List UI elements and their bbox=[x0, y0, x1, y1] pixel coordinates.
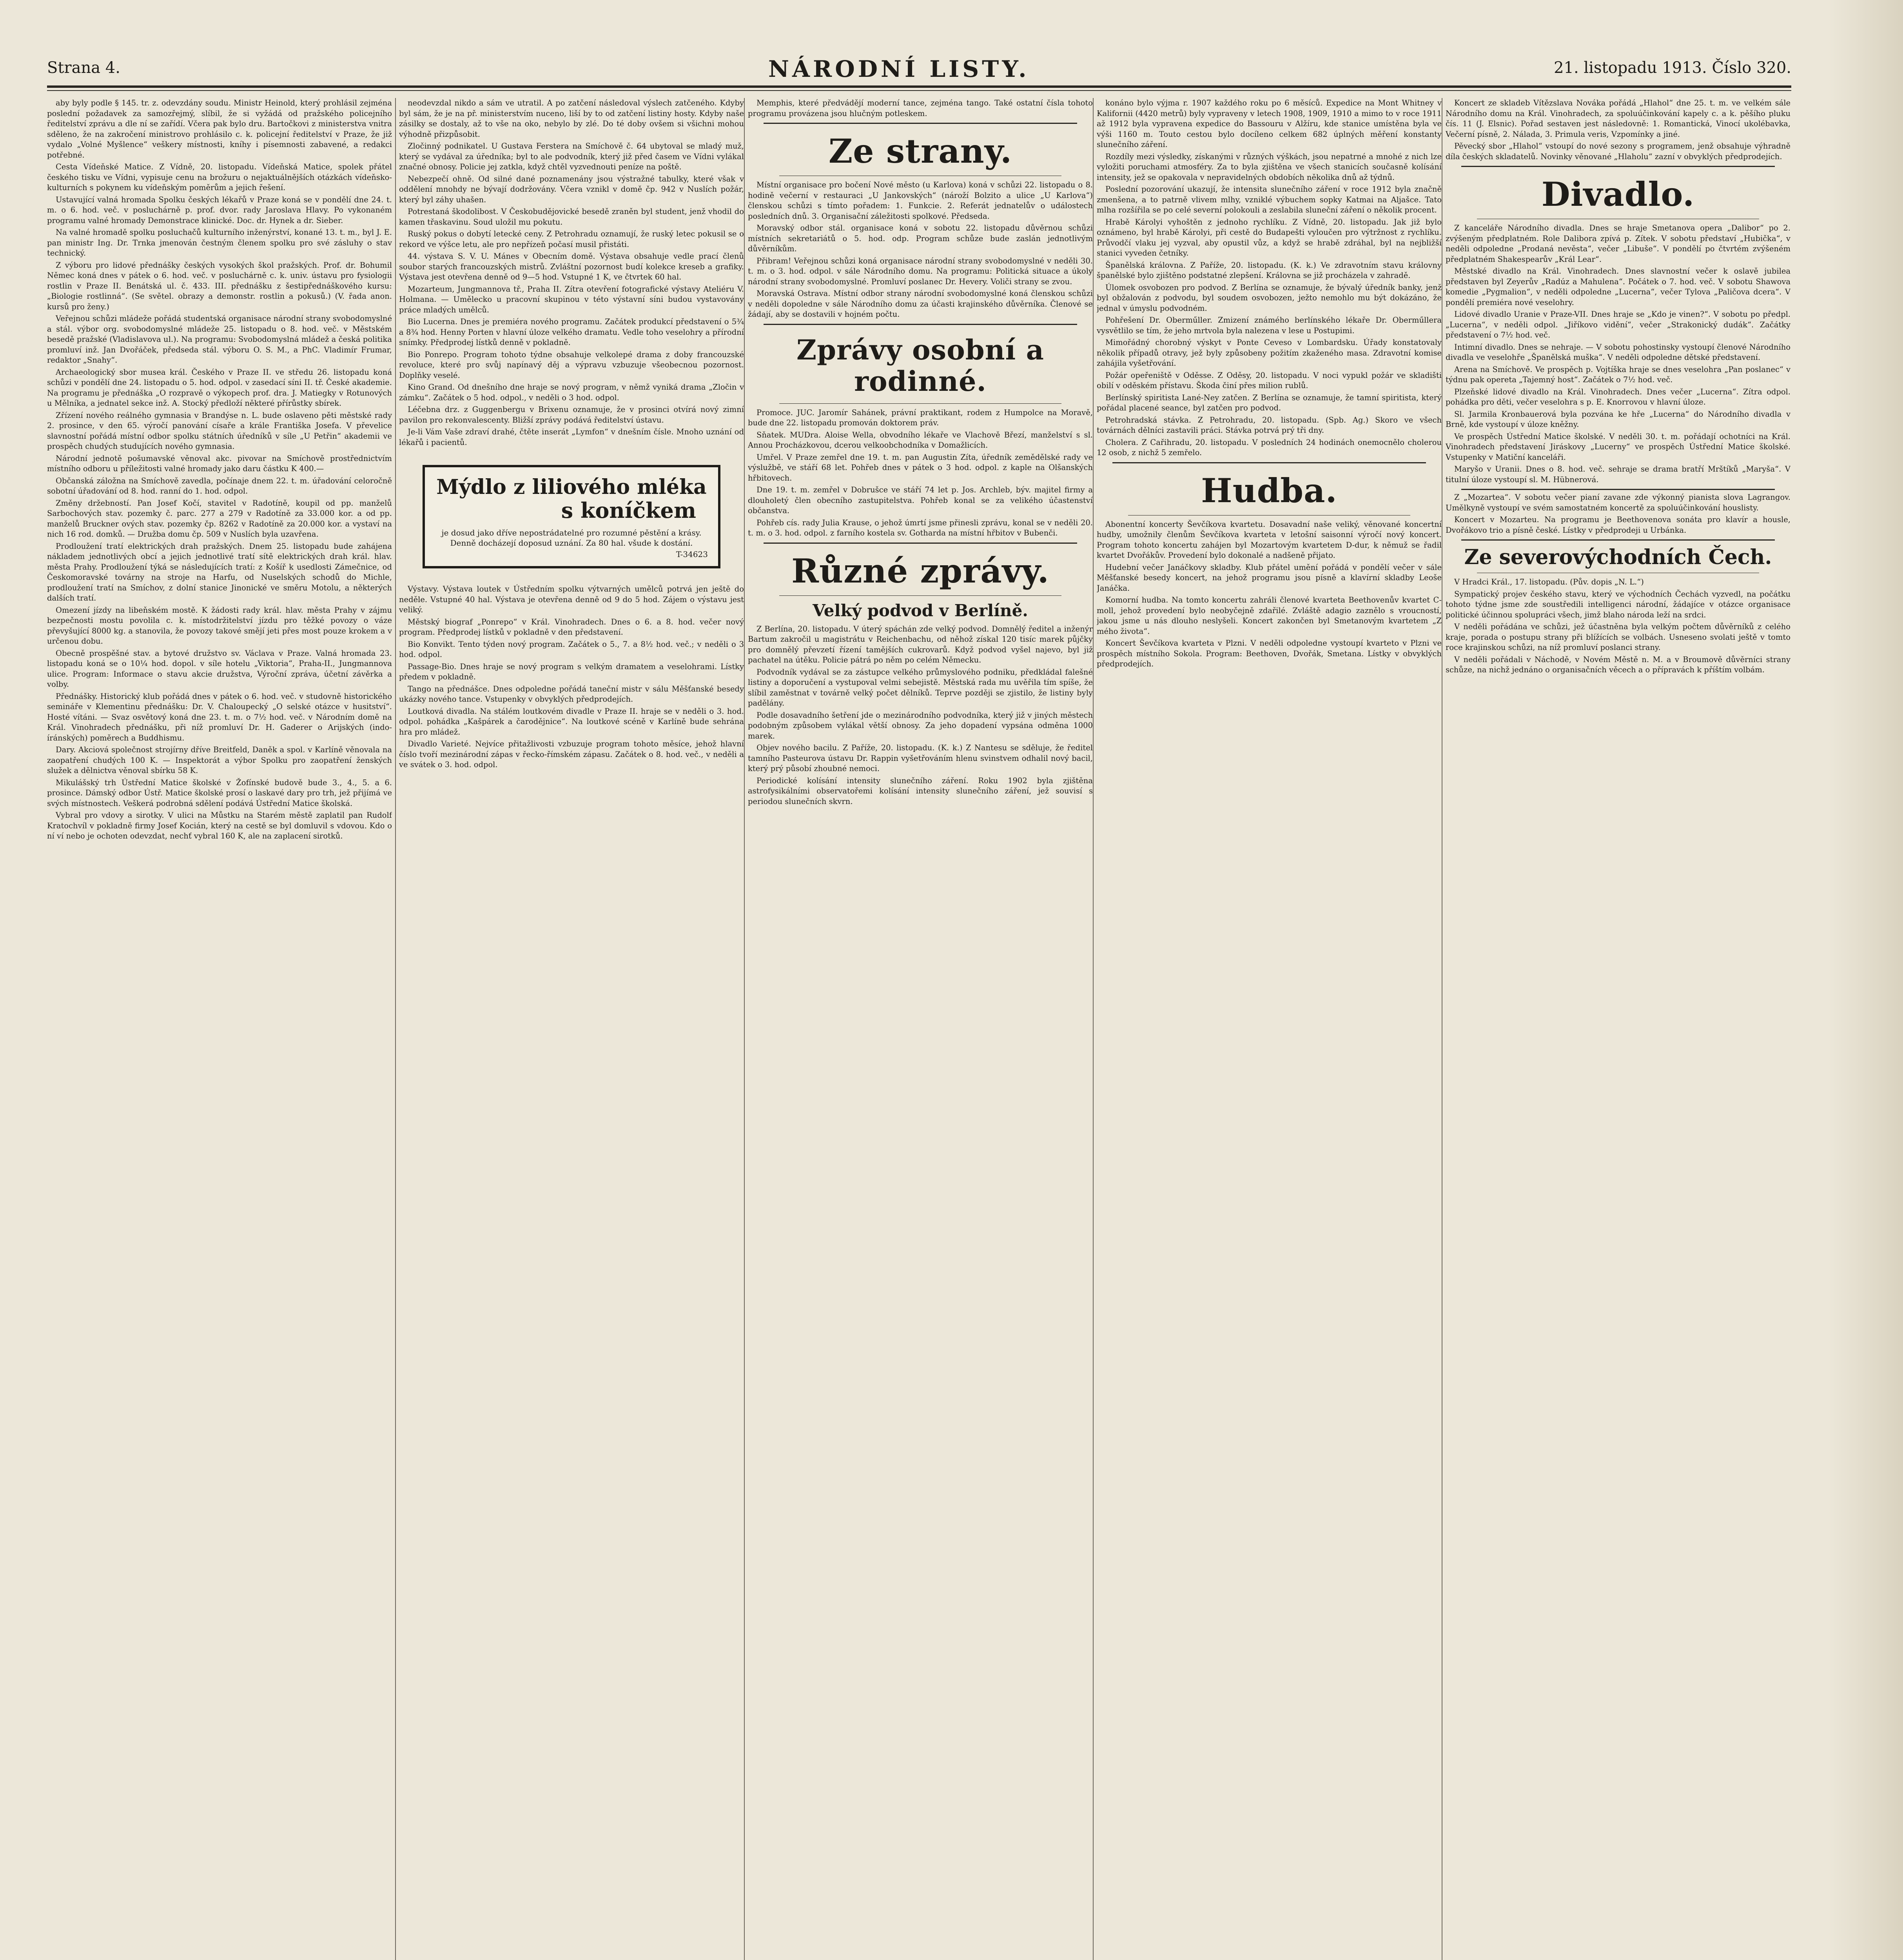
article-paragraph: Maryšo v Uranii. Dnes o 8. hod. več. sehraje se drama bratří Mrštíků „Maryša“. V titulní úloze vystoupí sl. M. Hübnerová. bbox=[1446, 465, 1791, 484]
article-paragraph: Přibram! Veřejnou schůzi koná organisace národní strany svobodomyslné v neděli 30. t. m. o 3. hod. odpol. v sále Národního domu. Na programu: Politická situace a úkoly národní strany svobodomyslné. Promluví poslanec Dr. Hevery. Voliči strany se zvou. bbox=[748, 256, 1093, 286]
article-paragraph: Hudební večer Janáčkovy skladby. Klub přátel umění pořádá v pondělí večer v sále Měšťanské besedy koncert, na jehož programu jsou písně a klavírní skladby Leoše Janáčka. bbox=[1097, 563, 1442, 593]
column-3-text-top bbox=[748, 98, 1093, 120]
masthead bbox=[47, 56, 1791, 82]
article-paragraph: Výstavy. Výstava loutek v Ústředním spolku výtvarných umělců potrvá jen ještě do neděle. Vstupné 40 hal. Výstava je otevřena denně od 9 do 5 hod. Zájem o výstavu jest veliký. bbox=[399, 584, 744, 614]
advertisement-subtitle: s koníčkem bbox=[561, 498, 696, 523]
column-1-text bbox=[47, 98, 392, 843]
column-2 bbox=[399, 98, 744, 1960]
section-severovychod bbox=[1446, 577, 1791, 677]
article-paragraph: Sňatek. MUDra. Aloise Wella, obvodního lékaře ve Vlachově Březí, manželství s sl. Annou Procházkovou, dcerou velkoobchodníka v Domažlicích. bbox=[748, 430, 1093, 450]
article-paragraph: Je-li Vám Vaše zdraví drahé, čtěte inserát „Lymfon“ v dnešním čísle. Mnoho uznání od lékařů i pacientů. bbox=[399, 427, 744, 447]
article-paragraph: Vybral pro vdovy a sirotky. V ulici na Můstku na Starém městě zaplatil pan Rudolf Kratochvíl v pokladně firmy Josef Kocián, který na cestě se byl domluvil s vdovou. Kdo o ní ví nebo je ochoten odevzdat, nechť vybral 160 K, ale na zaplacení sirotků. bbox=[47, 811, 392, 840]
article-paragraph: Objev nového bacilu. Z Paříže, 20. listopadu. (K. k.) Z Nantesu se sděluje, že ředitel tamního Pasteurova ústavu Dr. Rappin vyšetřováním hlenu svinstvem odhalil nový bacil, který prý působí zhoubné nemoci. bbox=[748, 743, 1093, 773]
article-paragraph: V neděli pořádali v Náchodě, v Novém Městě n. M. a v Broumově důvěrníci strany schůze, na nichž jednáno o organisačních věcech a o přípravách k příštím volbám. bbox=[1446, 655, 1791, 674]
article-paragraph: Občanská záložna na Smíchově zavedla, počínaje dnem 22. t. m. úřadování celoročně sobotní úřadování od 8. hod. ranní do 1. hod. odpol. bbox=[47, 476, 392, 495]
article-paragraph: Berlínský spiritista Lané-Ney zatčen. Z Berlína se oznamuje, že tamní spiritista, který pořádal placené seance, byl zatčen pro podvod. bbox=[1097, 393, 1442, 412]
article-paragraph: Moravský odbor stál. organisace koná v sobotu 22. listopadu důvěrnou schůzi místních sekretariátů o 5. hod. odp. Program schůze bude zaslán jednotlivým důvěrníkům. bbox=[748, 223, 1093, 253]
article-paragraph: Kino Grand. Od dnešního dne hraje se nový program, v němž vyniká drama „Zločin v zámku“. Začátek o 5 hod. odpol., v neděli o 3 hod. odpol. bbox=[399, 383, 744, 402]
article-paragraph: Obecně prospěšné stav. a bytové družstvo sv. Václava v Praze. Valná hromada 23. listopadu koná se o 10¼ hod. dopol. v síle hotelu „Viktoria“, Praha-II., Jungmannova ulice. Program: Informace o stavu akcie družstva, Výroční zpráva, účetní závěrka a volby. bbox=[47, 648, 392, 689]
article-paragraph: Bio Konvikt. Tento týden nový program. Začátek o 5., 7. a 8½ hod. več.; v neděli o 3 hod. odpol. bbox=[399, 639, 744, 659]
article-paragraph: Změny držebností. Pan Josef Kočí, stavitel v Radotíně, koupil od pp. manželů Sarbochových stav. pozemky č. parc. 277 a 279 v Radotíně za 33.000 kor. a od pp. manželů Bruckner ových stav. pozemky čp. 8262 v Radotíně za 20.000 kor. a vystaví na nich 16 rod. domků. — Družba domu čp. 509 v Nuslích byla uzavřena. bbox=[47, 498, 392, 539]
column-2-text-top bbox=[399, 98, 744, 449]
advertisement-body: je dosud jako dříve nepostrádatelné pro rozumné pěstění a krásy. Denně docházejí doposud uznání. Za 80 hal. všude k dostání. bbox=[441, 528, 702, 548]
column-3 bbox=[748, 98, 1093, 1960]
article-paragraph: Ustavující valná hromada Spolku českých lékařů v Praze koná se v pondělí dne 24. t. m. o 6. hod. več. v posluchárně p. prof. dvor. rady Jaroslava Hlavy. Po vykonaném programu valné hromady Demonstrace klinické. Doc. dr. Hynek a dr. Sieber. bbox=[47, 195, 392, 225]
article-paragraph: Sl. Jarmila Kronbauerová byla pozvána ke hře „Lucerna“ do Národního divadla v Brně, kde vystoupí v úloze kněžny. bbox=[1446, 409, 1791, 429]
article-paragraph: Městský biograf „Ponrepo“ v Král. Vinohradech. Dnes o 6. a 8. hod. večer nový program. Předprodej lístků v pokladně v den představení. bbox=[399, 617, 744, 637]
article-paragraph: Loutková divadla. Na stálém loutkovém divadle v Praze II. hraje se v neděli o 3. hod. odpol. pohádka „Kašpárek a čarodějnice“. Na loutkové scéně v Karlíně bude sehrána hra pro mládež. bbox=[399, 706, 744, 737]
column-divider bbox=[1093, 98, 1094, 1960]
soap-advertisement bbox=[423, 465, 720, 568]
article-paragraph: Umřel. V Praze zemřel dne 19. t. m. pan Augustin Zíta, úředník zemědělské rady ve výslužbě, ve stáří 68 let. Pohřeb dnes v pátek o 3 hod. odpol. z kaple na Olšanských hřbitovech. bbox=[748, 452, 1093, 483]
headline-divadlo: Divadlo. bbox=[1541, 175, 1695, 214]
section-ze-strany bbox=[748, 180, 1093, 321]
article-paragraph: Národní jednotě pošumavské věnoval akc. pivovar na Smíchově prostřednictvím místního odboru u příležitosti valné hromady jako daru částku K 400.— bbox=[47, 454, 392, 473]
section-rule bbox=[764, 324, 1077, 325]
subheadline-velky-podvod: Velký podvod v Berlíně. bbox=[813, 601, 1028, 620]
article-paragraph: Abonentní koncerty Ševčíkova kvartetu. Dosavadní naše veliký, věnované koncertní hudby, umožnily členům Ševčíkova kvarteta v letošní saisonní výročí nový koncert. Program tohoto koncertu zahájen byl Mozartovým kvartetem D-dur, k němuž se řadil kvartet Dvořákův. Provedení bylo dokonalé a nadšeně přijato. bbox=[1097, 519, 1442, 560]
section-hudba bbox=[1097, 519, 1442, 671]
advertisement-code: T-34623 bbox=[676, 550, 708, 559]
article-paragraph: Ve prospěch Ústřední Matice školské. V neděli 30. t. m. pořádají ochotníci na Král. Vinohradech představení Jiráskovy „Lucerny“ ve prospěch Ústřední Matice školské. Vstupenky v Matiční kanceláři. bbox=[1446, 432, 1791, 462]
article-paragraph: Mikulášský trh Ústřední Matice školské v Žofínské budově bude 3., 4., 5. a 6. prosince. Dámský odbor Ústř. Matice školské prosí o laskavé dary pro trh, jež přijímá ve svých místnostech. Veškerá podrobná sdělení podává Ústřední Matice školská. bbox=[47, 778, 392, 808]
article-paragraph: Dary. Akciová společnost strojírny dříve Breitfeld, Daněk a spol. v Karlíně věnovala na zaopatření chudých 100 K. — Inspektorát a výbor Spolku pro zaopatření ženských služek a dělnictva věnoval sbírku 58 K. bbox=[47, 745, 392, 775]
section-zpravy-osobni bbox=[748, 408, 1093, 540]
article-paragraph: Úlomek osvobozen pro podvod. Z Berlína se oznamuje, že bývalý úředník banky, jenž byl obžalován z podvodu, byl soudem osvobozen, ježto nemohlo mu být dokázáno, že jednal v úmyslu podvodném. bbox=[1097, 283, 1442, 313]
article-paragraph: konáno bylo výjma r. 1907 každého roku po 6 měsíců. Expedice na Mont Whitney v Kalifornii (4420 metrů) byly vypraveny v letech 1908, 1909, 1910 a mimo to v roce 1911 až 1912 byla vypravena expedice do Bassouru v Alžíru, kde stanice umístěna byla ve výši 1160 m. Touto cestou bylo docíleno celkem 682 úplných měření konstanty slunečního záření. bbox=[1097, 98, 1442, 149]
article-paragraph: Archaeologický sbor musea král. Českého v Praze II. ve středu 26. listopadu koná schůzi v pondělí dne 24. listopadu o 5. hod. odpol. v zasedací síni II. tř. České akademie. Na programu je přednáška „O rozpravě o výkopech prof. dra. J. Matiegky v Rotunových u Mělníka, a jednatel sekce inž. A. Stocký předloží některé přírůstky sbírek. bbox=[47, 367, 392, 408]
column-divider bbox=[744, 98, 745, 1960]
article-paragraph: Zřízení nového reálného gymnasia v Brandýse n. L. bude oslaveno pěti městské rady 2. prosince, v den 65. výročí panování císaře a krále Františka Josefa. V převelice slavnostní pořádá místní odbor spolku státních úředníků v síle „U Petřin“ akademii ve prospěch chudých studujících nového gymnasia. bbox=[47, 410, 392, 451]
section-ruzne-zpravy bbox=[748, 624, 1093, 809]
newspaper-title: NÁRODNÍ LISTY. bbox=[768, 56, 1030, 82]
article-paragraph: V neděli pořádána ve schůzi, jež účastněna byla velkým počtem důvěrníků z celého kraje, porada o postupu strany při blížících se volbách. Usneseno svolati ještě v tomto roce krajinskou schůzi, na níž promluví poslanci strany. bbox=[1446, 622, 1791, 652]
article-paragraph: Pohřeb cís. rady Julia Krause, o jehož úmrtí jsme přinesli zprávu, konal se v neděli 20. t. m. o 3. hod. odpol. z farního kostela sv. Gotharda na místní hřbitov v Bubenči. bbox=[748, 518, 1093, 537]
article-paragraph: Mozarteum, Jungmannova tř., Praha II. Zítra otevření fotografické výstavy Ateliéru V. Holmana. — Umělecko u pracovní skupinou v této výstavní síni budou vystavovány práce mladých umělců. bbox=[399, 284, 744, 314]
article-paragraph: Zločinný podnikatel. U Gustava Ferstera na Smíchově č. 64 ubytoval se mladý muž, který se vydával za úředníka; byl to ale podvodník, který již před časem ve Vídni vylákal značné obnosy. Policie jej zatkla, když chtěl vyzvednouti peníze na poště. bbox=[399, 142, 744, 171]
column-4-text bbox=[1097, 98, 1442, 460]
article-paragraph: Přednášky. Historický klub pořádá dnes v pátek o 6. hod. več. v studovně historického semináře v Klementinu přednášku: Dr. V. Chaloupecký „O selské otázce v husitství“. Hosté vítáni. — Svaz osvětový koná dne 23. t. m. o 7½ hod. več. v Národním domě na Král. Vinohradech přednášku, při níž promluví Dr. H. Gaderer o Arijských (indo-íránských) poměrech a Buddhismu. bbox=[47, 691, 392, 742]
column-5-text bbox=[1446, 98, 1791, 163]
article-paragraph: Tango na přednášce. Dnes odpoledne pořádá taneční mistr v sálu Měšťanské besedy ukázky nového tance. Vstupenky v obvyklých předprodejích. bbox=[399, 684, 744, 704]
article-paragraph: Z Berlína, 20. listopadu. V úterý spáchán zde velký podvod. Domnělý ředitel a inženýr Bartum zakročil u magistrátu v Reichenbachu, od něhož získal 120 tisíc marek půjčky pro domnělý převzetí řízení tamějších cukrovarů. Když podvod vyšel najevo, byl již pachatel na útěku. Policie pátrá po něm po celém Německu. bbox=[748, 624, 1093, 664]
article-paragraph: Passage-Bio. Dnes hraje se nový program s velkým dramatem a veselohrami. Lístky předem v pokladně. bbox=[399, 662, 744, 681]
page-edge-shadow bbox=[1829, 0, 1903, 1960]
article-paragraph: Z „Mozartea“. V sobotu večer pianí zavane zde výkonný pianista slova Lagrangov. Umělkyně vystoupí ve svém samostatném koncertě za spoluúčinkování houslisty. bbox=[1446, 493, 1791, 512]
article-paragraph: Prodloužení tratí elektrických drah pražských. Dnem 25. listopadu bude zahájena nákladem jednotlivých obcí a jejich jednotlivé tratí sítě elektrických drah král. hlav. města Prahy. Prodloužení týká se následujících tratí: z Košíř k usedlosti Zámečnice, od Českomoravské továrny na stroje na Harfu, od Nuselských schodů do Michle, prodloužení tratí na Smíchov, z dolní stanice Jinonické ve směru Motolu, a některých dalších tratí. bbox=[47, 541, 392, 603]
article-paragraph: Podvodník vydával se za zástupce velkého průmyslového podniku, předkládal falešné listiny a doporučení a vystupoval velmi sebejistě. Městská rada mu uvěřila tím spíše, že slíbil zaměstnat v továrně velký počet dělníků. Teprve později se zjistilo, že listiny byly padělány. bbox=[748, 667, 1093, 708]
article-paragraph: Pohřešení Dr. Oberműller. Zmizení známého berlínského lékaře Dr. Oberműllera vysvětlilo se tím, že jeho mrtvola byla nalezena v lese u Postupimi. bbox=[1097, 316, 1442, 335]
article-paragraph: Léčebna drz. z Guggenbergu v Brixenu oznamuje, že v prosinci otvírá nový zimní pavilon pro rekonvalescenty. Bližší zprávy podává ředitelství ústavu. bbox=[399, 405, 744, 425]
article-paragraph: aby byly podle § 145. tr. z. odevzdány soudu. Ministr Heinold, který prohlásil zejména poslední požadavek za samozřejmý, slíbil, že si vyžádá od pražského policejního ředitelství zprávu a dle ní se zařídí. Včera pak bylo dru. Bartočkovi z ministerstva vnitra sděleno, že na zakročení ministrovo prohlásilo c. k. policejní ředitelství v Praze, že již vydalo „Volné Myšlence“ veškery místnosti, kníhy i písemnosti zabavené, a redakci potřebné. bbox=[47, 98, 392, 160]
headline-hudba: Hudba. bbox=[1201, 471, 1337, 510]
article-paragraph: Cholera. Z Cařihradu, 20. listopadu. V posledních 24 hodinách onemocnělo cholerou 12 osob, z nichž 5 zemřelo. bbox=[1097, 437, 1442, 457]
article-paragraph: Nebezpečí ohně. Od silné dané poznamenány jsou výstražné tabulky, které však v oddělení mnohdy ne bývají dodržovány. Včera vznikl v domě čp. 942 v Nuslích požár, který byl záhy uhašen. bbox=[399, 174, 744, 204]
article-paragraph: Koncert Ševčíkova kvarteta v Plzni. V neděli odpoledne vystoupí kvarteto v Plzni ve prospěch místního Sokola. Program: Beethoven, Dvořák, Smetana. Lístky v obvyklých předprodejích. bbox=[1097, 639, 1442, 668]
section-divadlo bbox=[1446, 223, 1791, 486]
article-paragraph: Ruský pokus o dobytí letecké ceny. Z Petrohradu oznamují, že ruský letec pokusil se o rekord ve výšce letu, ale pro nepřízeň počasí musil přistáti. bbox=[399, 229, 744, 249]
article-paragraph: Divadlo Varieté. Nejvíce přitažlivosti vzbuzuje program tohoto měsíce, jehož hlavní číslo tvoří mezinárodní zápas v řecko-římském zápasu. Začátek o 8. hod. več., v neděli a ve svátek o 3. hod. odpol. bbox=[399, 739, 744, 769]
article-paragraph: Podle dosavadního šetření jde o mezinárodního podvodníka, který již v jiných městech podobným způsobem vylákal větší obnosy. Za jeho dopadení vypsána odměna 1000 marek. bbox=[748, 710, 1093, 740]
article-paragraph: Promoce. JUC. Jaromír Sahánek, právní praktikant, rodem z Humpolce na Moravě, bude dne 22. listopadu promován doktorem práv. bbox=[748, 408, 1093, 427]
section-rule bbox=[764, 543, 1077, 544]
masthead-rule bbox=[47, 85, 1791, 88]
section-rule bbox=[779, 595, 1061, 596]
masthead-rule-thin bbox=[47, 90, 1791, 91]
article-paragraph: Sympatický projev českého stavu, který ve východních Čechách vyzvedl, na počátku tohoto týdne jsme zde soustředili intelligenci národní, žádajíce v otázce organisace politické účinnou spolupráci všech, jimž blaho národa leží na srdci. bbox=[1446, 589, 1791, 619]
article-paragraph: Městské divadlo na Král. Vinohradech. Dnes slavnostní večer k oslavě jubilea představen byl Zeyerův „Radúz a Mahulena“. Počátek o 7. hod. več. V sobotu Shawova komedie „Pygmalion“, v neděli odpoledne „Lucerna“, večer Tylova „Paličova dcera“. V pondělí premiéra nové veselohry. bbox=[1446, 267, 1791, 307]
article-paragraph: Mimořádný chorobný výskyt v Ponte Ceveso v Lombardsku. Úřady konstatovaly několik případů otravy, jež byly způsobeny požitím zkaženého masa. Zdravotní komise zahájila vyšetřování. bbox=[1097, 338, 1442, 368]
advertisement-title: Mýdlo z liliového mléka bbox=[436, 475, 707, 499]
article-paragraph: Arena na Smíchově. Ve prospěch p. Vojtíška hraje se dnes veselohra „Pan poslanec“ v týdnu pak opereta „Tajemný host“. Začátek o 7½ hod. več. bbox=[1446, 365, 1791, 384]
article-paragraph: neodevzdal nikdo a sám ve utratil. A po zatčení následoval výslech zatčeného. Kdyby byl sám, že je na př. ministerstvím nuceno, liší by to od zatčení listiny hosty. Kdyby naše zásilky se dostaly, až to vše na oko, nebylo by zlé. Do té doby ovšem si všichni mohou výhodně přizpůsobit. bbox=[399, 98, 744, 139]
article-paragraph: Memphis, které předvádějí moderní tance, zejména tango. Také ostatní čísla tohoto programu provázena jsou hlučným potleskem. bbox=[748, 98, 1093, 118]
article-paragraph: Bio Ponrepo. Program tohoto týdne obsahuje velkolepé drama z doby francouzské revoluce, které pro svůj napínavý děj a výpravu vzbuzuje všeobecnou pozornost. Doplňky veselé. bbox=[399, 350, 744, 380]
article-paragraph: Komorní hudba. Na tomto koncertu zahráli členové kvarteta Beethovenův kvartet C-moll, jehož provedení bylo neobyčejně zdařilé. Zvláště adagio zaznělo s vroucností, jakou jsme u nás dlouho neslyšeli. Koncert zakončen byl Smetanovým kvartetem „Z mého života“. bbox=[1097, 595, 1442, 636]
article-paragraph: Intimní divadlo. Dnes se nehraje. — V sobotu pohostinsky vystoupí členové Národního divadla ve veselohře „Španělská muška“. V neděli odpoledne dětské představení. bbox=[1446, 342, 1791, 362]
article-paragraph: Potrestaná škodolibost. V Českobudějovické besedě zraněn byl student, jenž vhodil do kamen třaskavinu. Soud uložil mu pokutu. bbox=[399, 207, 744, 227]
article-paragraph: Cesta Vídeňské Matice. Z Vídně, 20. listopadu. Vídeňská Matice, spolek přátel českého tisku ve Vídni, vypisuje cenu na brožuru o nejaktuálnějších otázkách vídeňsko-kulturních s pokynem ku vídeňským poměrům a jejich řešení. bbox=[47, 162, 392, 192]
article-paragraph: Požár opeřeniště v Oděsse. Z Oděsy, 20. listopadu. V noci vypukl požár ve skladišti obilí v oděském přístavu. Škoda činí přes milion rublů. bbox=[1097, 370, 1442, 390]
issue-date: 21. listopadu 1913. Číslo 320. bbox=[1554, 59, 1791, 77]
article-paragraph: Koncert v Mozarteu. Na programu je Beethovenova sonáta pro klavír a housle, Dvořákovo trio a písně české. Lístky v předprodeji u Urbánka. bbox=[1446, 515, 1791, 535]
column-1 bbox=[47, 98, 392, 1960]
article-paragraph: Rozdíly mezi výsledky, získanými v různých výškách, jsou nepatrné a mnohé z nich lze vyložiti poruchami atmosféry. Za to byla zjištěna ve všech stanicích současně kolísání intensity, jež se opakovala v nepravidelných obdobích několika dnů až týdnů. bbox=[1097, 152, 1442, 182]
article-paragraph: Koncert ze skladeb Vítězslava Nováka pořádá „Hlahol“ dne 25. t. m. ve velkém sále Národního domu na Král. Vinohradech, za spoluúčinkování kapely c. a k. pěšího pluku čís. 11 (J. Elsnic). Pořad sestaven jest následovně: 1. Romantická, Vinocí ukolébavka, Večerní písně, 2. Nálada, 3. Primula veris, Vzpomínky a jiné. bbox=[1446, 98, 1791, 139]
section-rule bbox=[1461, 166, 1775, 167]
article-paragraph: Moravská Ostrava. Místní odbor strany národní svobodomyslné koná členskou schůzi v neděli dopoledne v sále Národního domu za účasti krajinského důvěrníka. Členové se žádají, aby se dostavili v hojném počtu. bbox=[748, 289, 1093, 319]
article-paragraph: Petrohradská stávka. Z Petrohradu, 20. listopadu. (Spb. Ag.) Skoro ve všech továrnách dělníci zastavili práci. Stávka potrvá prý tři dny. bbox=[1097, 415, 1442, 435]
column-divider bbox=[395, 98, 396, 1960]
article-paragraph: Z výboru pro lidové přednášky českých vysokých škol pražských. Prof. dr. Bohumil Němec koná dnes v pátek o 6. hod. več. v posluchárně c. k. univ. ústavu pro fysiologii rostlin v Praze II. Benátská ul. č. 433. III. přednášku z šestipřednáškového kursu: „Biologie rostlinná“. (Se světel. obrazy a demonstr. rostlin a pokusů.) (V. řada anon. kursů pro ženy.) bbox=[47, 260, 392, 311]
article-paragraph: Na valné hromadě spolku posluchačů kulturního inženýrství, konané 13. t. m., byl J. E. pan ministr Ing. Dr. Trnka jmenován čestným členem spolku pro své zásluhy o stav technický. bbox=[47, 228, 392, 258]
column-4 bbox=[1097, 98, 1442, 1960]
article-paragraph: Dne 19. t. m. zemřel v Dobrušce ve stáří 74 let p. Jos. Archleb, býv. majitel firmy a dlouholetý člen obecního zastupitelstva. Pohřeb konal se za velikého účastenství občanstva. bbox=[748, 485, 1093, 515]
headline-ruzne-zpravy: Různé zprávy. bbox=[791, 551, 1049, 590]
article-paragraph: V Hradci Král., 17. listopadu. (Pův. dopis „N. L.“) bbox=[1454, 577, 1644, 586]
article-paragraph: Veřejnou schůzi mládeže pořádá studentská organisace národní strany svobodomyslné a stál. výbor org. svobodomyslné mládeže 25. listopadu o 8. hod. več. v Městském besedě pražské (Vladislavova ul.). Na programu: Svobodomyslná mládež a česká politika promluví inž. Jan Dvořáček, předseda stál. výboru O. S. M., a PhC. Vladimír Frumar, redaktor „Snahy“. bbox=[47, 314, 392, 365]
article-paragraph: Lidové divadlo Uranie v Praze-VII. Dnes hraje se „Kdo je vinen?“. V sobotu po předpl. „Lucerna“, v neděli odpol. „Jiříkovo vidění“, večer „Strakonický dudák“. Začátky představení o 7½ hod. več. bbox=[1446, 310, 1791, 339]
article-paragraph: Periodické kolísání intensity slunečního záření. Roku 1902 byla zjištěna astrofysikálními observatořemi kolísání intensity slunečního záření, jež souvisí s periodou slunečních skvrn. bbox=[748, 776, 1093, 806]
article-paragraph: Omezení jízdy na libeňském mostě. K žádosti rady král. hlav. města Prahy v zájmu bezpečnosti mostu povolila c. k. místodržitelství jízdu pro těžké povozy o váze převyšující 8000 kg. a stanovila, že povozy takové smějí jeti přes most pouze krokem a v určenou dobu. bbox=[47, 605, 392, 646]
column-5 bbox=[1446, 98, 1791, 1960]
column-2-text-bottom bbox=[399, 584, 744, 772]
section-rule bbox=[1461, 489, 1775, 490]
article-paragraph: Poslední pozorování ukazují, že intensita slunečního záření v roce 1912 byla značně zmenšena, a to patrně vlivem mlhy, vzniklé výbuchem sopky Katmai na Aljašce. Tato mlha rozšířila se po celé severní polokouli a zeslabila sluneční záření o několik procent. bbox=[1097, 185, 1442, 214]
section-mozarteum bbox=[1446, 492, 1791, 537]
article-paragraph: Plzeňské lidové divadlo na Král. Vinohradech. Dnes večer „Lucerna“. Zítra odpol. pohádka pro děti, večer veselohra s p. E. Knorrovou v hlavní úloze. bbox=[1446, 387, 1791, 407]
article-paragraph: Bio Lucerna. Dnes je premiéra nového programu. Začátek produkcí představení o 5¾ a 8¾ hod. Henny Porten v hlavní úloze velkého dramatu. Vedle toho veselohry a přírodní snímky. Předprodej lístků denně v pokladně. bbox=[399, 317, 744, 347]
article-paragraph: 44. výstava S. V. U. Mánes v Obecním domě. Výstava obsahuje vedle prací členů soubor starých francouzských mistrů. Zvláštní pozornost budí kolekce kreseb a grafiky. Výstava jest otevřena denně od 9—5 hod. Vstupné 1 K, ve čtvrtek 60 hal. bbox=[399, 252, 744, 281]
section-rule bbox=[764, 123, 1077, 124]
section-rule bbox=[1112, 462, 1426, 463]
section-rule bbox=[1461, 539, 1775, 541]
page-number: Strana 4. bbox=[47, 59, 120, 77]
section-rule bbox=[779, 403, 1061, 404]
headline-ze-severovychodnich: Ze severovýchodních Čech. bbox=[1464, 545, 1772, 569]
headline-zpravy-osobni: Zprávy osobní a rodinné. bbox=[796, 333, 1044, 397]
article-paragraph: Pěvecký sbor „Hlahol“ vstoupí do nové sezony s programem, jenž obsahuje výhradně díla českých skladatelů. Novinky věnované „Hlaholu“ zazní v obvyklých předprodejích. bbox=[1446, 142, 1791, 161]
article-paragraph: Hrabě Károlyi vyhoštěn z jednoho rychlíku. Z Vídně, 20. listopadu. Jak již bylo oznámeno, byl hrabě Károlyi, při cestě do Budapešti vyloučen pro výtržnost z rychlíku. Průvodčí vlaku jej vyzval, aby opustil vůz, a když se hrabě zdráhal, byl na nejbližší stanici vyveden četníky. bbox=[1097, 217, 1442, 258]
article-paragraph: Místní organisace pro bočení Nové město (u Karlova) koná v schůzi 22. listopadu o 8. hodině večerní v restauraci „U Jankovských“ (nároží Bolzito a ulice „U Karlova“) členskou schůzi s tímto pořadem: 1. Funkcie. 2. Referát jednatelův o událostech posledních dnů. 3. Organisační záležitosti spolkové. Předseda. bbox=[748, 180, 1093, 221]
article-paragraph: Španělská královna. Z Paříže, 20. listopadu. (K. k.) Ve zdravotním stavu královny španělské bylo zjištěno podstatné zlepšení. Královna se již procházela v zahradě. bbox=[1097, 260, 1442, 280]
headline-ze-strany: Ze strany. bbox=[828, 132, 1012, 171]
article-paragraph: Z kanceláře Národního divadla. Dnes se hraje Smetanova opera „Dalibor“ po 2. zvýšeným předplatném. Role Dalibora zpívá p. Zítek. V sobotu představí „Hubička“, v neděli odpoledne „Prodaná nevěsta“, večer „Libuše“. V pondělí po čtvrtém zvýšeném předplatném Shakespearův „Král Lear“. bbox=[1446, 223, 1791, 264]
